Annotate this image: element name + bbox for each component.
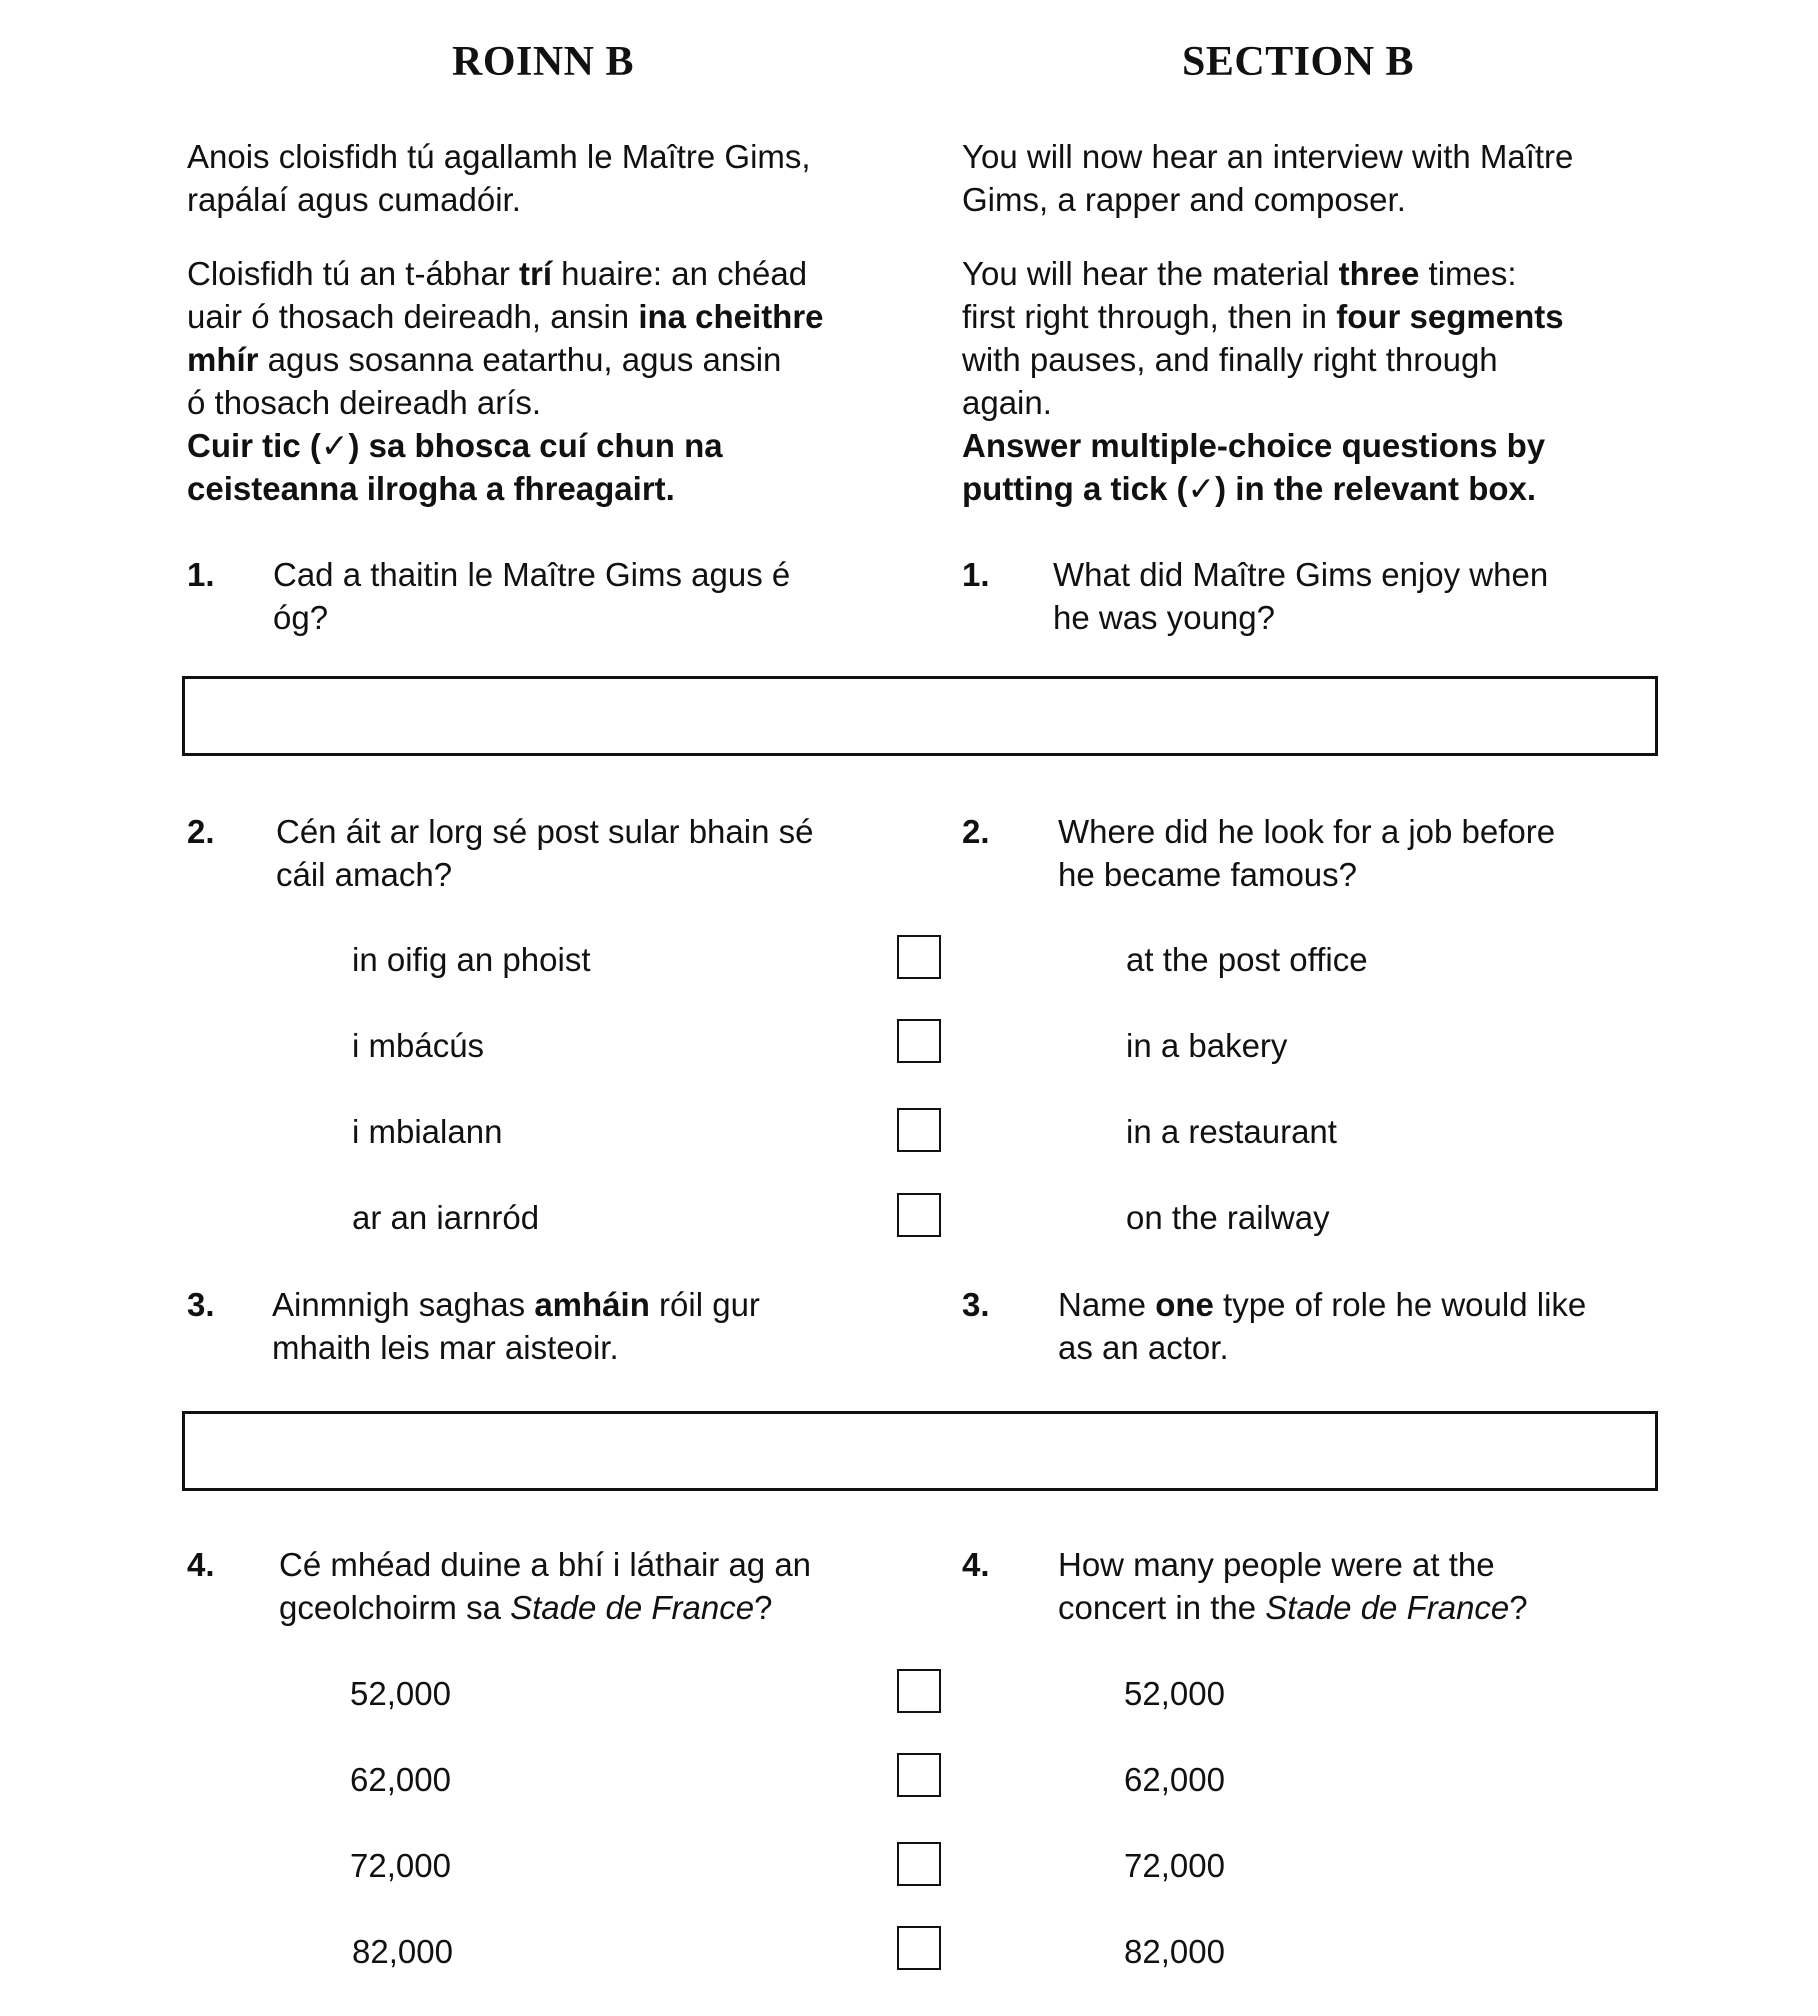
q4-number-irish: 4. <box>187 1546 215 1583</box>
q2-option-3-english: in a restaurant <box>1126 1113 1337 1150</box>
q2-option-4-irish: ar an iarnród <box>352 1199 540 1236</box>
q4-option-4-irish: 82,000 <box>352 1933 453 1970</box>
q4-option-1-checkbox[interactable] <box>897 1669 941 1713</box>
q3-number-irish: 3. <box>187 1286 215 1323</box>
q4-option-3-irish: 72,000 <box>350 1847 451 1884</box>
q2-number-irish: 2. <box>187 813 215 850</box>
section-heading-irish: ROINN B <box>452 39 635 85</box>
q2-option-4-checkbox[interactable] <box>897 1193 941 1237</box>
intro-english-p2: You will hear the material three times: first right through, then in four segments with pauses, and finally right through again. Answer multiple-choice questions by putting a tick (✓) in the relevant box. <box>962 255 1564 507</box>
q2-option-4-english: on the railway <box>1126 1199 1330 1236</box>
q4-option-1-irish: 52,000 <box>350 1675 451 1712</box>
q4-number-english: 4. <box>962 1546 990 1583</box>
q1-text-english: What did Maître Gims enjoy when he was young? <box>1053 556 1549 636</box>
q4-option-2-irish: 62,000 <box>350 1761 451 1798</box>
q3-answer-box[interactable] <box>182 1411 1658 1491</box>
q1-number-irish: 1. <box>187 556 215 593</box>
q2-text-english: Where did he look for a job before he became famous? <box>1058 813 1556 893</box>
q4-option-1-english: 52,000 <box>1124 1675 1225 1712</box>
q2-option-3-irish: i mbialann <box>352 1113 503 1150</box>
q4-option-4-checkbox[interactable] <box>897 1926 941 1970</box>
q2-number-english: 2. <box>962 813 990 850</box>
q2-option-1-checkbox[interactable] <box>897 935 941 979</box>
q4-text-irish: Cé mhéad duine a bhí i láthair ag an gceolchoirm sa Stade de France? <box>279 1546 812 1626</box>
q4-option-3-english: 72,000 <box>1124 1847 1225 1884</box>
q2-text-irish: Cén áit ar lorg sé post sular bhain sé cáil amach? <box>276 813 814 893</box>
q2-option-1-irish: in oifig an phoist <box>352 941 591 978</box>
q2-option-1-english: at the post office <box>1126 941 1368 978</box>
intro-irish-p2: Cloisfidh tú an t-ábhar trí huaire: an chéad uair ó thosach deireadh, ansin ina cheithre mhír agus sosanna eatarthu, agus ansin ó thosach deireadh arís. Cuir tic (✓) sa bhosca cuí chun na ceisteanna ilrogha a fhreagairt. <box>187 255 824 507</box>
q4-option-3-checkbox[interactable] <box>897 1842 941 1886</box>
q3-text-irish: Ainmnigh saghas amháin róil gur mhaith leis mar aisteoir. <box>272 1286 760 1366</box>
q2-option-3-checkbox[interactable] <box>897 1108 941 1152</box>
intro-irish-p1: Anois cloisfidh tú agallamh le Maître Gims, rapálaí agus cumadóir. <box>187 138 811 218</box>
q2-option-2-irish: i mbácús <box>352 1027 485 1064</box>
q4-option-2-english: 62,000 <box>1124 1761 1225 1798</box>
q1-answer-box[interactable] <box>182 676 1658 756</box>
q4-option-2-checkbox[interactable] <box>897 1753 941 1797</box>
q1-text-irish: Cad a thaitin le Maître Gims agus é óg? <box>273 556 791 636</box>
section-heading-english: SECTION B <box>1182 39 1415 85</box>
intro-english-p1: You will now hear an interview with Maître Gims, a rapper and composer. <box>962 138 1574 218</box>
q3-number-english: 3. <box>962 1286 990 1323</box>
q2-option-2-checkbox[interactable] <box>897 1019 941 1063</box>
q2-option-2-english: in a bakery <box>1126 1027 1288 1064</box>
q4-option-4-english: 82,000 <box>1124 1933 1225 1970</box>
q4-text-english: How many people were at the concert in the Stade de France? <box>1058 1546 1528 1626</box>
q1-number-english: 1. <box>962 556 990 593</box>
q3-text-english: Name one type of role he would like as an actor. <box>1058 1286 1587 1366</box>
